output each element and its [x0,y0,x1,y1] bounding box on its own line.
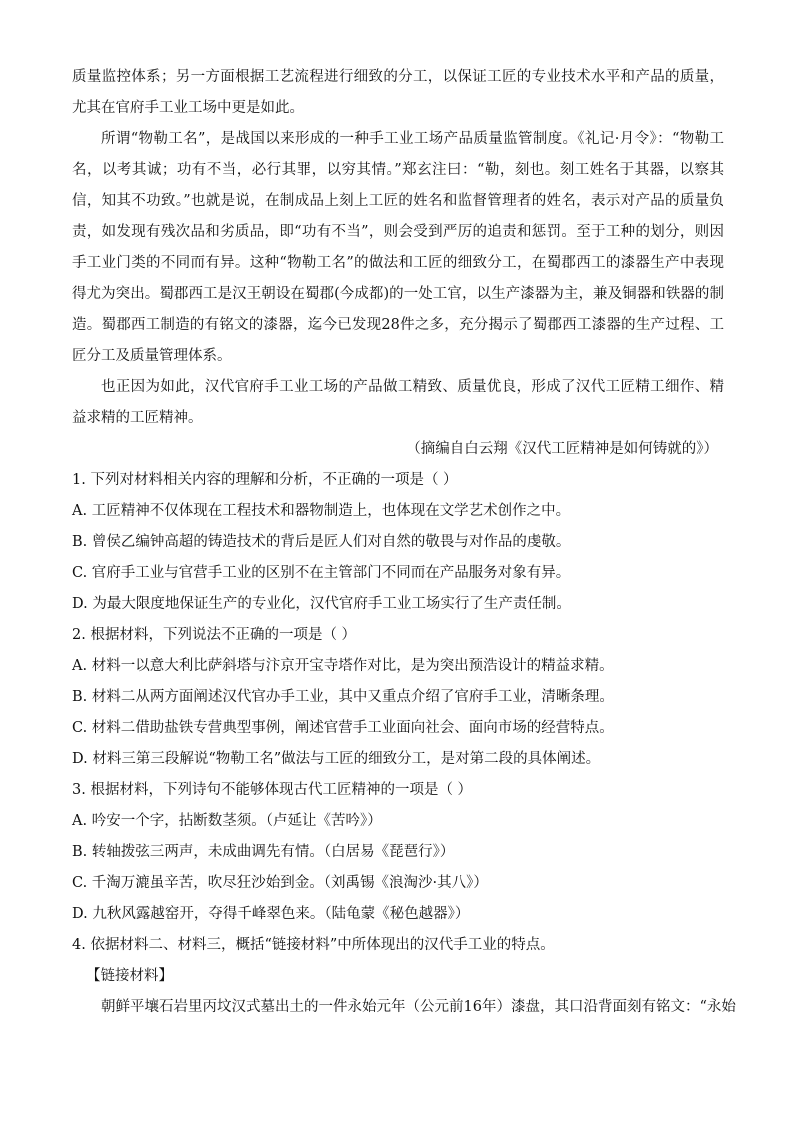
question-4 [72,930,736,1023]
option-a: A. 材料一以意大利比萨斜塔与汴京开宝寺塔作对比，是为突出预浩设计的精益求精。 [72,658,614,674]
passage-source-citation: （摘编自白云翔《汉代工匠精神是如何铸就的》） [406,441,718,457]
question-stem: 1. 下列对材料相关内容的理解和分析，不正确的一项是（ ） [72,472,458,488]
option-c: C. 材料二借助盐铁专营典型事例，阐述官营手工业面向社会、面向市场的经营特点。 [72,720,614,736]
option-c: C. 千淘万漉虽辛苦，吹尽狂沙始到金。（刘禹锡《浪淘沙·其八》） [72,875,488,891]
link-material-text: 朝鲜平壤石岩里丙坟汉式墓出土的一件永始元年（公元前16年）漆盘，其口沿背面刻有铭文：“永始 [101,999,736,1015]
question-stem: 2. 根据材料，下列说法不正确的一项是（ ） [72,627,357,643]
passage-paragraph-wule-gongming: 所谓“物勒工名”，是战国以来形成的一种手工业工场产品质量监管制度。《礼记·月令》：“物勒工名，以考其诚；功有不当，必行其罪，以穷其情。”郑玄注曰：“勒，刻也。刻工姓名于其器，以察其信，知其不功致。”也就是说，在制成品上刻上工匠的姓名和监督管理者的姓名，表示对产品的质量负责，如发现有残次品和劣质品，即“功有不当”，则会受到严厉的追责和惩罚。至于工种的划分，则因手工业门类的不同而有异。这种“物勒工名”的做法和工匠的细致分工，在蜀郡西工的漆器生产中表现得尤为突出。蜀郡西工是汉王朝设在蜀郡(今成都)的一处工官，以生产漆器为主，兼及铜器和铁器的制造。蜀郡西工制造的有铭文的漆器，迄今已发现28件之多，充分揭示了蜀郡西工漆器的生产过程、工匠分工及质量管理体系。 [72,131,724,364]
option-a: A. 吟安一个字，拈断数茎须。（卢延让《苦吟》） [72,813,382,829]
option-b: B. 转轴拨弦三两声，未成曲调先有情。（白居易《琵琶行》） [72,844,455,860]
option-d: D. 材料三第三段解说“物勒工名”做法与工匠的细致分工，是对第二段的具体阐述。 [72,751,601,767]
passage-paragraph-conclusion: 也正因为如此，汉代官府手工业工场的产品做工精致、质量优良，形成了汉代工匠精工细作、精益求精的工匠精神。 [72,379,724,426]
option-b: B. 材料二从两方面阐述汉代官办手工业，其中又重点介绍了官府手工业，清晰条理。 [72,689,614,705]
option-a: A. 工匠精神不仅体现在工程技术和器物制造上，也体现在文学艺术创作之中。 [72,503,571,519]
option-d: D. 九秋风露越窑开，夺得千峰翠色来。（陆龟蒙《秘色越器》） [72,906,470,922]
document-page [72,62,736,1023]
link-material-label: 【链接材料】 [86,968,173,984]
question-2 [72,620,724,775]
option-b: B. 曾侯乙编钟高超的铸造技术的背后是匠人们对自然的敬畏与对作品的虔敬。 [72,534,571,550]
question-stem: 4. 依据材料二、材料三，概括“链接材料”中所体现出的汉代手工业的特点。 [72,937,555,953]
question-1 [72,465,724,620]
question-stem: 3. 根据材料，下列诗句不能够体现古代工匠精神的一项是（ ） [72,782,473,798]
question-3 [72,775,724,930]
option-d: D. 为最大限度地保证生产的专业化，汉代官府手工业工场实行了生产责任制。 [72,596,571,612]
option-c: C. 官府手工业与官营手工业的区别不在主管部门不同而在产品服务对象有异。 [72,565,571,581]
passage-paragraph-continued: 质量监控体系；另一方面根据工艺流程进行细致的分工，以保证工匠的专业技术水平和产品的质量，尤其在官府手工业工场中更是如此。 [72,69,724,116]
